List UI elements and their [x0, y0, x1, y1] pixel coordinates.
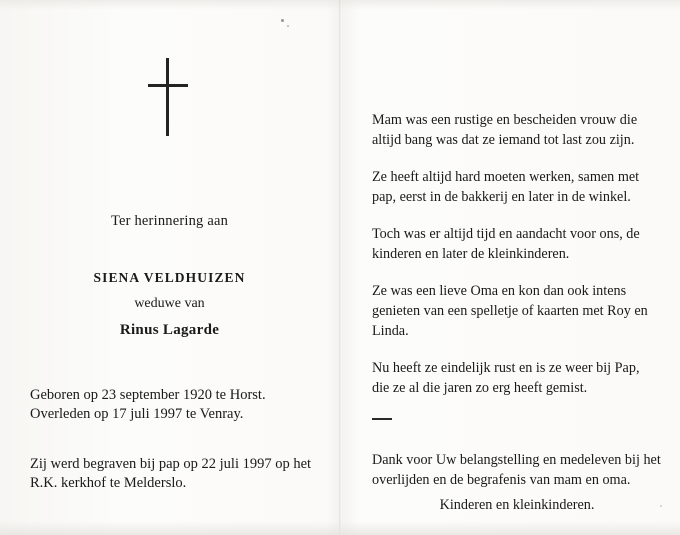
section-divider — [372, 418, 392, 420]
eulogy-paragraph: Toch was er altijd tijd en aandacht voor ons, de kinderen en later de kleinkinderen. — [372, 226, 640, 262]
eulogy-paragraph: Ze was een lieve Oma en kon dan ook intens genieten van een spelletje of kaarten met Roy en Linda. — [372, 283, 648, 339]
deceased-name: SIENA VELDHUIZEN — [93, 270, 246, 285]
cross-horizontal-bar — [148, 84, 188, 87]
thanks-text: Dank voor Uw belangstelling en medeleven bij het overlijden en de begrafenis van mam en oma. — [372, 452, 661, 488]
eulogy-paragraph: Nu heeft ze eindelijk rust en is ze weer bij Pap, die ze al die jaren zo erg heeft gemist. — [372, 360, 640, 396]
right-page — [342, 0, 680, 535]
birth-line: Geboren op 23 september 1920 te Horst. — [30, 387, 266, 403]
death-line: Overleden op 17 juli 1997 te Venray. — [30, 406, 244, 422]
spouse-name: Rinus Lagarde — [119, 322, 220, 338]
relation-text: weduwe van — [134, 296, 205, 311]
signoff-text: Kinderen en kleinkinderen. — [439, 497, 595, 513]
eulogy-text-block — [372, 110, 654, 415]
cross-vertical-bar — [166, 58, 169, 136]
cross-icon — [148, 58, 188, 136]
burial-line: Zij werd begraven bij pap op 22 juli 1997 op het R.K. kerkhof te Melderslo. — [30, 456, 312, 491]
birth-death-block — [30, 386, 330, 424]
memorial-intro-text: Ter herinnering aan — [110, 213, 229, 229]
eulogy-paragraph: Ze heeft altijd hard moeten werken, samen met pap, eerst in de bakkerij en later in de winkel. — [372, 169, 640, 205]
eulogy-paragraph: Mam was een rustige en bescheiden vrouw die altijd bang was dat ze iemand tot last zou zijn. — [372, 112, 638, 148]
left-page — [0, 0, 339, 535]
